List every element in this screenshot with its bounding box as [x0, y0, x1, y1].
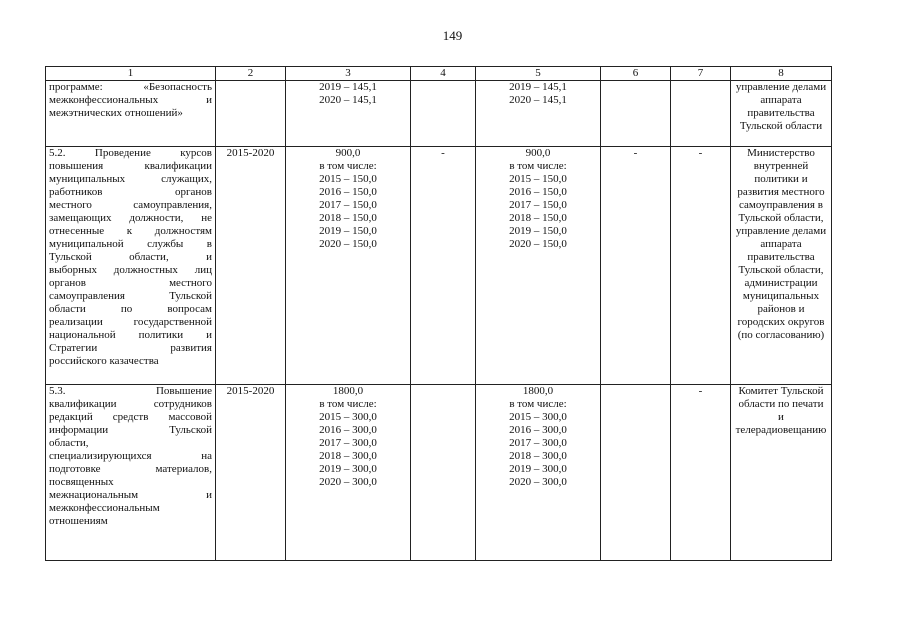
cell-line: правительства	[747, 251, 815, 263]
cell-col6	[601, 81, 671, 147]
cell-line: работников органов	[49, 186, 212, 198]
table-row	[46, 81, 832, 147]
cell-line: подготовке материалов,	[49, 463, 212, 475]
cell-line: телерадиовещанию	[735, 424, 827, 436]
cell-col8	[731, 385, 832, 561]
table-row	[46, 385, 832, 561]
cell-col3	[286, 147, 411, 385]
cell-col3	[286, 385, 411, 561]
cell-line: управление делами	[735, 81, 827, 93]
cell-line: (по согласованию)	[737, 329, 825, 341]
cell-line: области,	[49, 437, 89, 449]
cell-col6	[601, 385, 671, 561]
cell-col7: -	[671, 147, 731, 385]
cell-col1	[46, 385, 216, 561]
cell-line: межконфессиональным	[49, 502, 160, 514]
cell-line: отношениям	[49, 515, 108, 527]
cell-line: программе: «Безопасность	[49, 81, 212, 93]
cell-line: развития местного	[737, 186, 825, 198]
program-table	[45, 66, 832, 561]
cell-line: аппарата	[760, 94, 802, 106]
cell-col5	[476, 147, 601, 385]
cell-line: 1800,0	[522, 385, 554, 397]
cell-line: области по вопросам	[49, 303, 212, 315]
cell-col1	[46, 147, 216, 385]
cell-col6: -	[601, 147, 671, 385]
cell-line: межнациональным и	[49, 489, 212, 501]
table-row	[46, 147, 832, 385]
header-col-2: 2	[216, 67, 286, 81]
cell-line: межэтнических отношений»	[49, 107, 183, 119]
cell-line: 2016 – 300,0	[509, 424, 567, 436]
header-col-8: 8	[731, 67, 832, 81]
cell-line: 2018 – 150,0	[319, 212, 377, 224]
cell-line: муниципальных служащих,	[49, 173, 212, 185]
header-col-3: 3	[286, 67, 411, 81]
cell-line: 2018 – 300,0	[319, 450, 377, 462]
cell-line: 2016 – 150,0	[509, 186, 567, 198]
cell-line: 2020 – 145,1	[509, 94, 567, 106]
cell-line: 5.3. Повышение	[49, 385, 212, 397]
cell-line: правительства	[747, 107, 815, 119]
cell-line: местного самоуправления,	[49, 199, 212, 211]
cell-line: 2020 – 300,0	[319, 476, 377, 488]
cell-line: отнесенные к должностям	[49, 225, 212, 237]
cell-line: Тульской области,	[738, 264, 824, 276]
cell-line: 2017 – 300,0	[509, 437, 567, 449]
cell-line: в том числе:	[319, 160, 377, 172]
cell-line: 2020 – 150,0	[509, 238, 567, 250]
page-number: 149	[442, 28, 463, 43]
cell-col1	[46, 81, 216, 147]
cell-col7	[671, 81, 731, 147]
cell-line: 2018 – 150,0	[509, 212, 567, 224]
cell-line: замещающих должности, не	[49, 212, 212, 224]
cell-line: 2020 – 150,0	[319, 238, 377, 250]
cell-line: 2016 – 150,0	[319, 186, 377, 198]
header-col-6: 6	[601, 67, 671, 81]
cell-col2: 2015-2020	[216, 147, 286, 385]
cell-line: самоуправления Тульской	[49, 290, 212, 302]
cell-line: администрации	[744, 277, 818, 289]
cell-line: редакций средств массовой	[49, 411, 212, 423]
cell-line: 2015 – 150,0	[319, 173, 377, 185]
cell-line: 2015 – 150,0	[509, 173, 567, 185]
cell-col4: -	[411, 147, 476, 385]
cell-line: российского казачества	[49, 355, 159, 367]
header-row	[46, 67, 832, 81]
cell-line: 2020 – 300,0	[509, 476, 567, 488]
cell-line: 2016 – 300,0	[319, 424, 377, 436]
cell-col8	[731, 81, 832, 147]
cell-line: аппарата	[760, 238, 802, 250]
cell-line: муниципальной службы в	[49, 238, 212, 250]
cell-col2	[216, 81, 286, 147]
cell-line: 2019 – 150,0	[319, 225, 377, 237]
cell-line: политики и	[754, 173, 808, 185]
cell-col5	[476, 385, 601, 561]
cell-line: в том числе:	[319, 398, 377, 410]
cell-line: 2015 – 300,0	[319, 411, 377, 423]
cell-line: 2018 – 300,0	[509, 450, 567, 462]
cell-line: 2015 – 300,0	[509, 411, 567, 423]
cell-line: 2020 – 145,1	[319, 94, 377, 106]
cell-col7: -	[671, 385, 731, 561]
cell-line: специализирующихся на	[49, 450, 212, 462]
cell-line: 2019 – 300,0	[509, 463, 567, 475]
cell-line: 2017 – 300,0	[319, 437, 377, 449]
cell-col8	[731, 147, 832, 385]
cell-col5	[476, 81, 601, 147]
cell-line: городских округов	[737, 316, 825, 328]
header-col-5: 5	[476, 67, 601, 81]
cell-line: квалификации сотрудников	[49, 398, 212, 410]
cell-line: 5.2. Проведение курсов	[49, 147, 212, 159]
cell-line: самоуправления в	[739, 199, 823, 211]
cell-line: Министерство	[747, 147, 815, 159]
cell-col3	[286, 81, 411, 147]
cell-line: районов и	[757, 303, 805, 315]
cell-col4	[411, 81, 476, 147]
cell-col4	[411, 385, 476, 561]
cell-line: и	[778, 411, 784, 423]
cell-line: 2019 – 150,0	[509, 225, 567, 237]
cell-line: Тульской области	[739, 120, 823, 132]
cell-line: области по печати	[738, 398, 824, 410]
cell-line: посвященных	[49, 476, 114, 488]
cell-line: повышения квалификации	[49, 160, 212, 172]
cell-col2: 2015-2020	[216, 385, 286, 561]
cell-line: 2017 – 150,0	[509, 199, 567, 211]
cell-line: национальной политики и	[49, 329, 212, 341]
cell-line: информации Тульской	[49, 424, 212, 436]
cell-line: 2017 – 150,0	[319, 199, 377, 211]
cell-line: 2019 – 145,1	[509, 81, 567, 93]
cell-line: Тульской области,	[738, 212, 824, 224]
cell-line: в том числе:	[509, 398, 567, 410]
header-col-4: 4	[411, 67, 476, 81]
cell-line: управление делами	[735, 225, 827, 237]
cell-line: 2019 – 145,1	[319, 81, 377, 93]
cell-line: Стратегии развития	[49, 342, 212, 354]
cell-line: внутренней	[753, 160, 809, 172]
cell-line: органов местного	[49, 277, 212, 289]
header-col-1: 1	[46, 67, 216, 81]
cell-line: 900,0	[335, 147, 361, 159]
cell-line: Комитет Тульской	[738, 385, 824, 397]
cell-line: выборных должностных лиц	[49, 264, 212, 276]
cell-line: межконфессиональных и	[49, 94, 212, 106]
cell-line: муниципальных	[742, 290, 820, 302]
cell-line: 1800,0	[332, 385, 364, 397]
cell-line: в том числе:	[509, 160, 567, 172]
cell-line: реализации государственной	[49, 316, 212, 328]
header-col-7: 7	[671, 67, 731, 81]
cell-line: Тульской области, и	[49, 251, 212, 263]
cell-line: 900,0	[525, 147, 551, 159]
cell-line: 2019 – 300,0	[319, 463, 377, 475]
